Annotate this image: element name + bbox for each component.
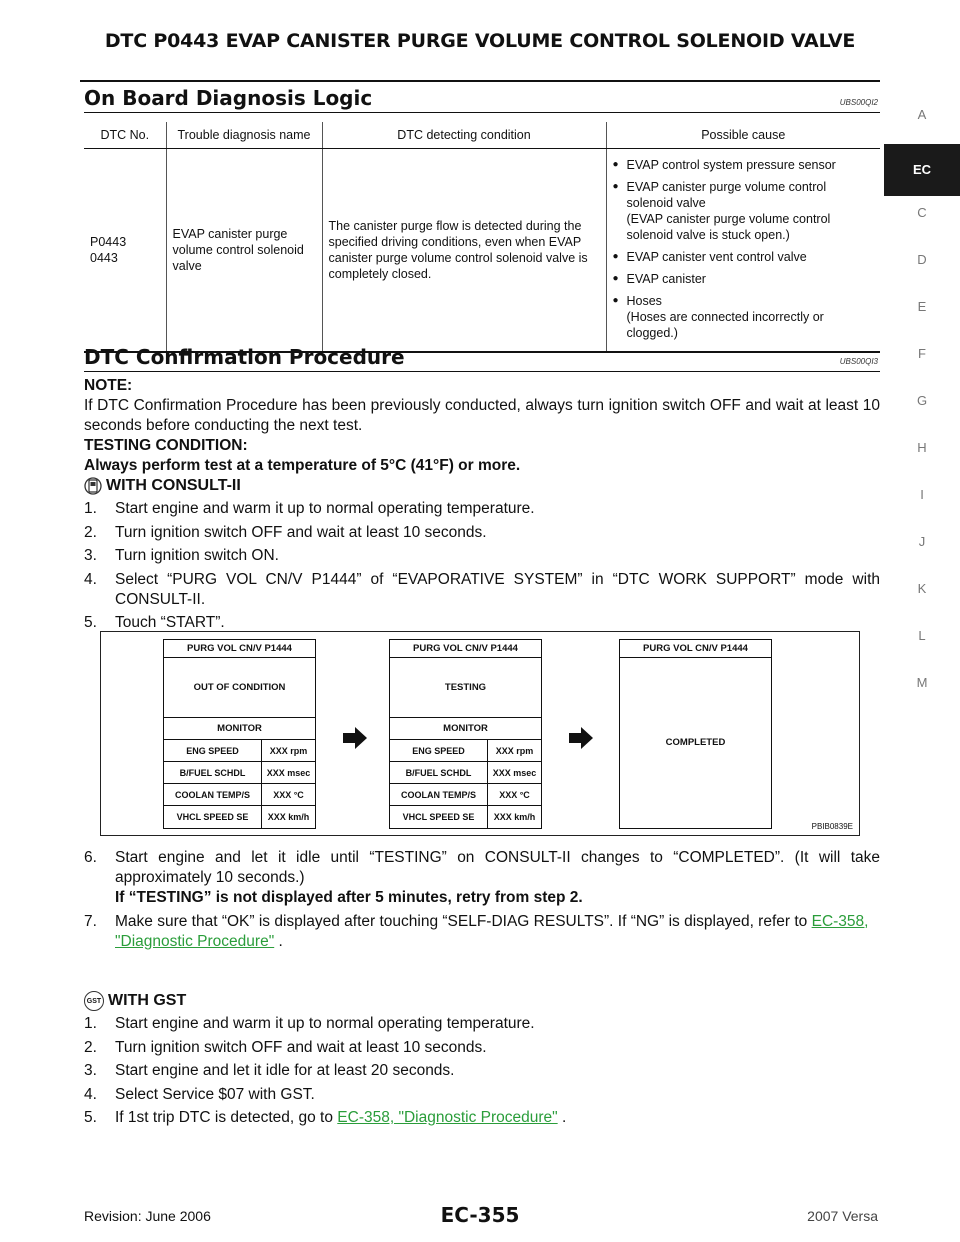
- table-row: [84, 149, 880, 353]
- dtc-code: P0443: [90, 235, 127, 249]
- list-item: 3. Start engine and let it idle for at least 20 seconds.: [84, 1062, 455, 1079]
- note-text: If DTC Confirmation Procedure has been previously conducted, always turn ignition switch OFF and wait at least 10 seconds before conducting the next test.: [84, 397, 880, 434]
- list-item: 1. Start engine and warm it up to normal operating temperature.: [84, 500, 535, 517]
- testing-condition-label: TESTING CONDITION:: [84, 437, 248, 454]
- note-label: NOTE:: [84, 377, 133, 394]
- side-tab-k[interactable]: K: [917, 581, 927, 596]
- list-item: ● Hoses (Hoses are connected incorrectly or clogged.): [613, 293, 875, 341]
- monitor-row: ENG SPEED XXX rpm: [164, 740, 315, 762]
- section-title-confirmation: DTC Confirmation Procedure: [84, 345, 405, 369]
- section-ref-code: UBS00QI2: [839, 98, 878, 107]
- list-item: 1. Start engine and warm it up to normal operating temperature.: [84, 1015, 535, 1032]
- dtc-code-short: 0443: [90, 251, 118, 265]
- screen-title: PURG VOL CN/V P1444: [620, 640, 771, 658]
- arrow-right-icon: [343, 727, 367, 749]
- monitor-row: ENG SPEED XXX rpm: [390, 740, 541, 762]
- screen-title: PURG VOL CN/V P1444: [164, 640, 315, 658]
- screen-status: TESTING: [390, 658, 541, 718]
- list-item: ● EVAP canister purge volume control solenoid valve (EVAP canister purge volume control solenoid valve is stuck open.): [613, 179, 875, 243]
- diagnostic-procedure-link[interactable]: EC-358, "Diagnostic Procedure": [337, 1109, 558, 1126]
- diagnostic-procedure-link[interactable]: EC-358, "Diagnostic Procedure": [115, 912, 869, 950]
- monitor-row: VHCL SPEED SE XXX km/h: [390, 806, 541, 828]
- cause-list: [613, 157, 875, 341]
- monitor-row: COOLAN TEMP/S XXX °C: [164, 784, 315, 806]
- page-header-title: DTC P0443 EVAP CANISTER PURGE VOLUME CONTROL SOLENOID VALVE: [104, 30, 856, 52]
- col-header-dtc-no: DTC No.: [84, 122, 166, 149]
- gst-steps: [84, 1014, 880, 1132]
- testing-condition-text: Always perform test at a temperature of 5°C (41°F) or more.: [84, 457, 521, 474]
- consult-screen-1: [163, 639, 316, 829]
- side-tab-ec[interactable]: EC: [884, 144, 960, 196]
- dtc-table: [84, 122, 880, 353]
- side-tab-l[interactable]: L: [918, 628, 926, 643]
- monitor-row: B/FUEL SCHDL XXX msec: [164, 762, 315, 784]
- diagnosis-name-cell: EVAP canister purge volume control solenoid valve: [166, 149, 322, 353]
- list-item: 3. Turn ignition switch ON.: [84, 547, 279, 564]
- list-item: 2. Turn ignition switch OFF and wait at least 10 seconds.: [84, 523, 487, 541]
- col-header-possible-cause: Possible cause: [606, 122, 880, 149]
- side-tab-j[interactable]: J: [918, 534, 926, 549]
- list-item: 6. Start engine and let it idle until “TESTING” on CONSULT-II changes to “COMPLETED”. (It will take approximately 10 seconds.) If “TESTING” is not displayed after 5 minutes, retry from step 2.: [84, 849, 880, 906]
- list-item: 5. Touch “START”.: [84, 614, 225, 631]
- screen-monitor-label: MONITOR: [390, 718, 541, 740]
- side-tab-f[interactable]: F: [918, 346, 926, 361]
- note-block: [84, 376, 880, 476]
- list-item: 4. Select Service $07 with GST.: [84, 1085, 315, 1103]
- list-item: ● EVAP control system pressure sensor: [613, 157, 875, 173]
- section-rule: [84, 112, 880, 113]
- monitor-row: B/FUEL SCHDL XXX msec: [390, 762, 541, 784]
- footer-page-number: EC-355: [440, 1203, 520, 1227]
- list-item: 4. Select “PURG VOL CN/V P1444” of “EVAPORATIVE SYSTEM” in “DTC WORK SUPPORT” mode with CONSULT-II.: [84, 570, 880, 608]
- col-header-condition: DTC detecting condition: [322, 122, 606, 149]
- consult-screen-3: [619, 639, 772, 829]
- footer-model: 2007 Versa: [807, 1208, 878, 1224]
- possible-cause-cell: [606, 149, 880, 353]
- consult-steps: [84, 499, 880, 637]
- consult-heading: [84, 476, 241, 496]
- screen-title: PURG VOL CN/V P1444: [390, 640, 541, 658]
- section-index-tabs: [884, 100, 960, 715]
- figure-id: PBIB0839E: [811, 822, 853, 831]
- side-tab-m[interactable]: M: [916, 675, 928, 690]
- consult-steps-continued: [84, 848, 880, 955]
- side-tab-a[interactable]: A: [917, 107, 927, 122]
- screen-status: COMPLETED: [665, 736, 726, 748]
- side-tab-d[interactable]: D: [917, 252, 927, 267]
- condition-cell: The canister purge flow is detected during the specified driving conditions, even when EVAP canister purge volume control solenoid valve is completely closed.: [322, 149, 606, 353]
- list-item: 5. If 1st trip DTC is detected, go to EC-358, "Diagnostic Procedure" .: [84, 1109, 567, 1126]
- side-tab-c[interactable]: C: [917, 205, 927, 220]
- section-rule: [84, 371, 880, 372]
- side-tab-e[interactable]: E: [917, 299, 927, 314]
- screen-monitor-label: MONITOR: [164, 718, 315, 740]
- side-tab-i[interactable]: I: [920, 487, 924, 502]
- consult-title: WITH CONSULT-II: [106, 477, 241, 494]
- monitor-row: VHCL SPEED SE XXX km/h: [164, 806, 315, 828]
- side-tab-h[interactable]: H: [917, 440, 927, 455]
- consult-screen-figure: [100, 631, 860, 836]
- section-title-diagnosis-logic: On Board Diagnosis Logic: [84, 86, 373, 110]
- side-tab-g[interactable]: G: [916, 393, 928, 408]
- consult-tool-icon: [84, 476, 102, 496]
- consult-screen-2: [389, 639, 542, 829]
- gst-tool-icon: GST: [84, 991, 104, 1011]
- gst-heading: [84, 991, 186, 1011]
- section-ref-code: UBS00QI3: [839, 357, 878, 366]
- footer-revision: Revision: June 2006: [84, 1208, 211, 1224]
- list-item: ● EVAP canister: [613, 271, 875, 287]
- screen-status: OUT OF CONDITION: [164, 658, 315, 718]
- monitor-row: COOLAN TEMP/S XXX °C: [390, 784, 541, 806]
- dtc-number-cell: [84, 149, 166, 353]
- gst-title: WITH GST: [108, 992, 187, 1009]
- header-rule: [80, 80, 880, 82]
- col-header-diagnosis-name: Trouble diagnosis name: [166, 122, 322, 149]
- list-item: 2. Turn ignition switch OFF and wait at least 10 seconds.: [84, 1038, 487, 1056]
- arrow-right-icon: [569, 727, 593, 749]
- list-item: ● EVAP canister vent control valve: [613, 249, 875, 265]
- list-item: 7. Make sure that “OK” is displayed after touching “SELF-DIAG RESULTS”. If “NG” is displayed, refer to EC-358, "Diagnostic Procedure" .: [84, 912, 869, 950]
